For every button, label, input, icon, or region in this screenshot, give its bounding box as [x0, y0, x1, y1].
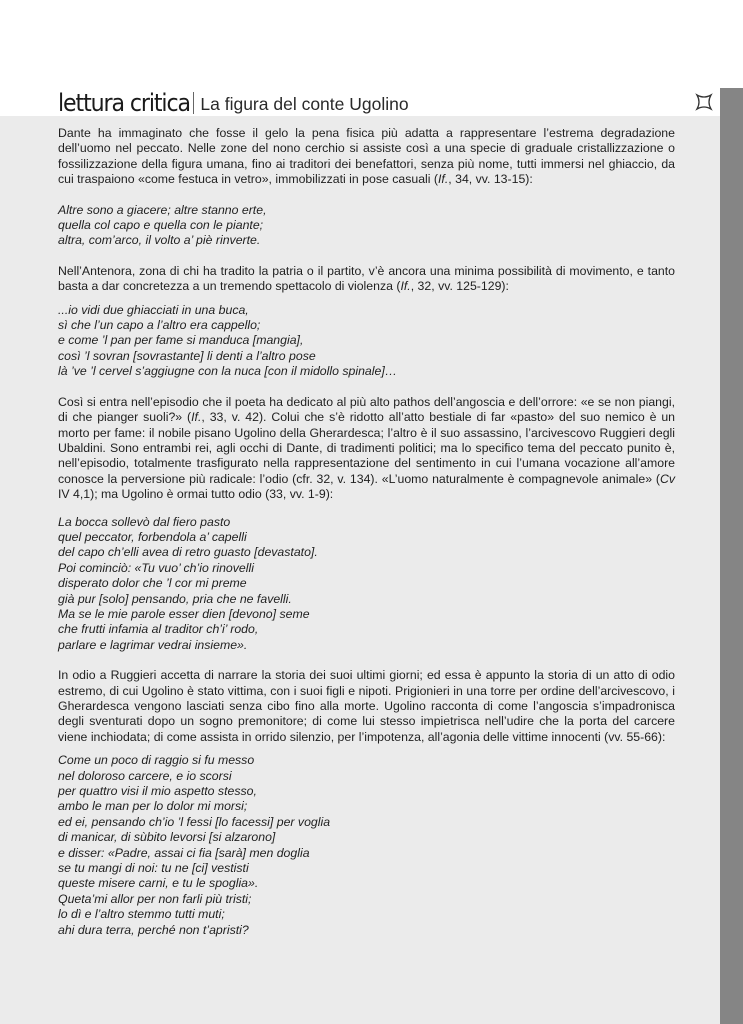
verse-line: e come ’l pan per fame si manduca [mangia],	[58, 333, 304, 348]
paragraph-2: Nell’Antenora, zona di chi ha tradito la patria o il partito, v’è ancora una minima possibilità di movimento, e tanto basta a dar concretezza a un tremendo spettacolo di violenza (If., 32, vv. 125-129):	[58, 263, 675, 294]
paragraph-1: Dante ha immaginato che fosse il gelo la pena fisica più adatta a rappresentare l’estrema degradazione dell’uomo nel peccato. Nelle zone del nono cerchio si assiste così a una specie di graduale cristallizzazione o fossilizzazione della figura umana, fino ai traditori dei benefattori, senza più nome, tutti immersi nel ghiaccio, da cui traspaiono «come festuca in vetro», immobilizzati in pose casuali (If., 34, vv. 13-15):	[58, 126, 675, 187]
section-title: lettura critica	[58, 89, 190, 117]
verse-quote-1	[58, 203, 675, 249]
verse-line: per quattro visi il mio aspetto stesso,	[58, 784, 257, 799]
verse-line: e disser: «Padre, assai ci fia [sarà] men doglia	[58, 845, 310, 860]
verse-line: ahi dura terra, perché non t’apristi?	[58, 922, 249, 937]
verse-line: Ma se le mie parole esser dien [devono] seme	[58, 606, 310, 621]
verse-line: quella col capo e quella con le piante;	[58, 218, 264, 233]
verse-line: se tu mangi di noi: tu ne [ci] vestisti	[58, 861, 249, 876]
verse-line: Queta’mi allor per non farli più tristi;	[58, 891, 252, 906]
verse-line: già pur [solo] pensando, pria che ne favelli.	[58, 591, 292, 606]
verse-line: Altre sono a giacere; altre stanno erte,	[58, 202, 267, 217]
page-header	[58, 85, 678, 117]
section-subtitle: La figura del conte Ugolino	[200, 94, 409, 114]
verse-line: La bocca sollevò dal fiero pasto	[58, 514, 231, 529]
article-body	[58, 126, 675, 938]
verse-line: che frutti infamia al traditor ch’i’ rodo,	[58, 622, 259, 637]
verse-line: là ’ve ’l cervel s’aggiugne con la nuca [con il midollo spinale]…	[58, 364, 398, 379]
verse-line: Come un poco di raggio si fu messo	[58, 753, 255, 768]
verse-line: ...io vidi due ghiacciati in una buca,	[58, 302, 249, 317]
verse-line: disperato dolor che ’l cor mi preme	[58, 576, 247, 591]
verse-line: ed ei, pensando ch’io ’l fessi [lo facessi] per voglia	[58, 814, 331, 829]
verse-line: parlare e lagrimar vedrai insieme».	[58, 637, 248, 652]
verse-quote-4	[58, 753, 675, 938]
verse-line: lo dì e l’altro stemmo tutti muti;	[58, 907, 225, 922]
verse-line: sì che l’un capo a l’altro era cappello;	[58, 318, 261, 333]
verse-line: queste misere carni, e tu le spoglia».	[58, 876, 259, 891]
verse-line: di manicar, di sùbito levorsi [si alzarono]	[58, 830, 276, 845]
verse-line: del capo ch’elli avea di retro guasto [devastato].	[58, 545, 318, 560]
verse-line: quel peccator, forbendola a’ capelli	[58, 529, 247, 544]
paragraph-4: In odio a Ruggieri accetta di narrare la storia dei suoi ultimi giorni; ed essa è appunto la storia di un atto di odio estremo, di cui Ugolino è stato vittima, con i suoi figli e nipoti. Prigionieri in una torre per ordine dell’arcivescovo, i Gherardesca vengono lasciati senza cibo fino alla morte. Ugolino racconta di come l’angoscia s’impadronisca degli sventurati dopo un sogno premonitore; di come lui stesso impietrisca nell’udire che la porta del carcere viene inchiodata; di come assista in orrido silenzio, per l’impotenza, all’agonia delle vittime innocenti (vv. 55-66):	[58, 668, 675, 744]
verse-line: nel doloroso carcere, e io scorsi	[58, 768, 232, 783]
verse-line: così ’l sovran [sovrastante] li denti a l’altro pose	[58, 348, 316, 363]
header-divider	[193, 92, 194, 114]
verse-line: Poi cominciò: «Tu vuo’ ch’io rinovelli	[58, 560, 254, 575]
side-strip	[720, 88, 743, 1024]
verse-line: altra, com’arco, il volto a’ piè rinverte.	[58, 233, 261, 248]
verse-quote-2	[58, 303, 675, 380]
verse-line: ambo le man per lo dolor mi morsi;	[58, 799, 248, 814]
quatrefoil-frame-icon	[688, 88, 720, 116]
paragraph-3: Così si entra nell’episodio che il poeta ha dedicato al più alto pathos dell’angoscia e dell’orrore: «e se non piangi, di che pianger suoli?» (If., 33, v. 42). Colui che s’è ridotto all’atto bestiale di far «pasto» del suo nemico è un morto per fame: il nobile pisano Ugolino della Gherardesca; l’altro è il suo assassino, l’arcivescovo Ruggieri degli Ubaldini. Sono entrambi rei, agli occhi di Dante, di tradimenti politici; ma lo specifico tema del peccato punito è, nell’episodio, totalmente trasfigurato nella rappresentazione del sentimento in cui l’umana vocazione all’amore conosce la perversione più radicale: l’odio (cfr. 32, v. 134). «L’uomo naturalmente è compagnevole animale» (Cv IV 4,1); ma Ugolino è ormai tutto odio (33, vv. 1-9):	[58, 394, 675, 502]
verse-quote-3	[58, 515, 675, 654]
